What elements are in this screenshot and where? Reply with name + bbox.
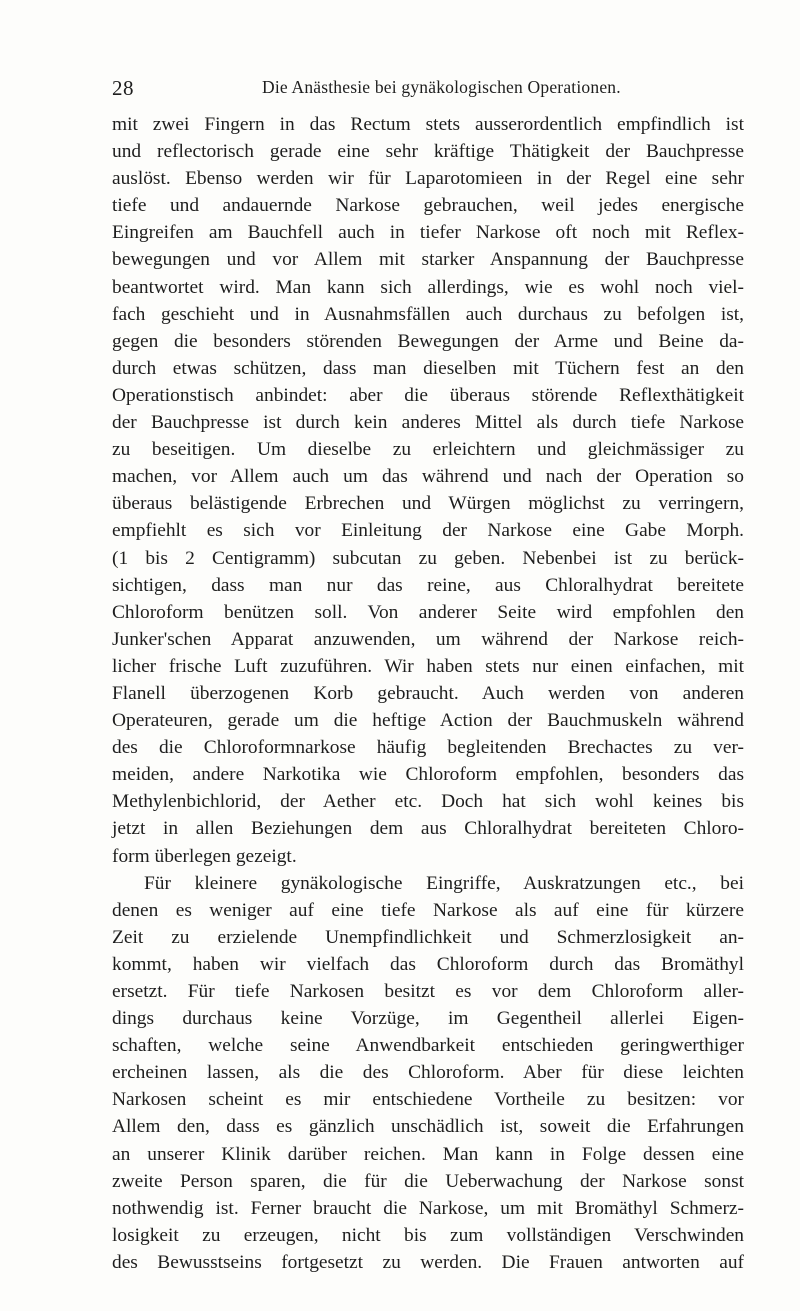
text-line: Allem den, dass es gänzlich unschädlich ist, soweit die Erfahrungen <box>112 1116 744 1138</box>
text-line: überaus belästigende Erbrechen und Würgen möglichst zu verringern, <box>112 493 744 515</box>
text-line: Eingreifen am Bauchfell auch in tiefer Narkose oft noch mit Reflex- <box>112 222 744 244</box>
text-line: jetzt in allen Beziehungen dem aus Chloralhydrat bereiteten Chloro- <box>112 818 744 840</box>
text-line: kommt, haben wir vielfach das Chloroform durch das Bromäthyl <box>112 953 744 975</box>
text-line: Zeit zu erzielende Unempfindlichkeit und Schmerzlosigkeit an- <box>112 926 744 948</box>
text-line: an unserer Klinik darüber reichen. Man kann in Folge dessen eine <box>112 1143 744 1165</box>
text-line: fach geschieht und in Ausnahmsfällen auch durchaus zu befolgen ist, <box>112 303 744 325</box>
text-line: ercheinen lassen, als die des Chloroform. Aber für diese leichten <box>112 1062 744 1084</box>
text-line: Junker'schen Apparat anzuwenden, um während der Narkose reich- <box>112 628 744 650</box>
text-line: mit zwei Fingern in das Rectum stets ausserordentlich empfindlich ist <box>112 114 744 135</box>
text-line-paragraph-end: form überlegen gezeigt. <box>112 845 297 867</box>
text-line: sichtigen, dass man nur das reine, aus Chloralhydrat bereitete <box>112 574 744 596</box>
text-line: Flanell überzogenen Korb gebraucht. Auch werden von anderen <box>112 682 744 704</box>
text-line: und reflectorisch gerade eine sehr kräftige Thätigkeit der Bauchpresse <box>112 141 744 163</box>
text-line: bewegungen und vor Allem mit starker Anspannung der Bauchpresse <box>112 249 744 271</box>
text-line: beantwortet wird. Man kann sich allerdings, wie es wohl noch viel- <box>112 276 744 298</box>
text-line: nothwendig ist. Ferner braucht die Narkose, um mit Bromäthyl Schmerz- <box>112 1197 744 1219</box>
text-line: Operationstisch anbindet: aber die überaus störende Reflexthätigkeit <box>112 384 744 406</box>
text-line: zu beseitigen. Um dieselbe zu erleichtern und gleichmässiger zu <box>112 439 744 461</box>
text-line: auslöst. Ebenso werden wir für Laparotomieen in der Regel eine sehr <box>112 168 744 190</box>
text-line: (1 bis 2 Centigramm) subcutan zu geben. Nebenbei ist zu berück- <box>112 547 744 569</box>
text-line: des Bewusstseins fortgesetzt zu werden. Die Frauen antworten auf <box>112 1251 744 1273</box>
text-line: machen, vor Allem auch um das während und nach der Operation so <box>112 466 744 488</box>
text-line: Methylenbichlorid, der Aether etc. Doch hat sich wohl keines bis <box>112 791 744 813</box>
page-number: 28 <box>112 76 134 100</box>
text-line: Narkosen scheint es mir entschiedene Vortheile zu besitzen: vor <box>112 1089 744 1111</box>
text-line: des die Chloroformnarkose häufig begleitenden Brechactes zu ver- <box>112 737 744 759</box>
text-line: licher frische Luft zuzuführen. Wir haben stets nur einen einfachen, mit <box>112 655 744 677</box>
text-line: empfiehlt es sich vor Einleitung der Narkose eine Gabe Morph. <box>112 520 744 542</box>
text-line: dings durchaus keine Vorzüge, im Gegentheil allerlei Eigen- <box>112 1008 744 1030</box>
text-line: durch etwas schützen, dass man dieselben mit Tüchern fest an den <box>112 357 744 379</box>
text-line: losigkeit zu erzeugen, nicht bis zum vollständigen Verschwinden <box>112 1224 744 1246</box>
text-line: Chloroform benützen soll. Von anderer Seite wird empfohlen den <box>112 601 744 623</box>
text-line-paragraph-start: Für kleinere gynäkologische Eingriffe, Auskratzungen etc., bei <box>144 872 744 894</box>
text-line: ersetzt. Für tiefe Narkosen besitzt es vor dem Chloroform aller- <box>112 981 744 1002</box>
text-line: schaften, welche seine Anwendbarkeit entschieden geringwerthiger <box>112 1035 744 1057</box>
text-line: denen es weniger auf eine tiefe Narkose als auf eine für kürzere <box>112 899 744 921</box>
text-line: der Bauchpresse ist durch kein anderes Mittel als durch tiefe Narkose <box>112 412 744 434</box>
text-line: Operateuren, gerade um die heftige Action der Bauchmuskeln während <box>112 710 744 732</box>
body-text <box>112 111 744 1276</box>
text-line: zweite Person sparen, die für die Ueberwachung der Narkose sonst <box>112 1170 744 1192</box>
text-line: meiden, andere Narkotika wie Chloroform empfohlen, besonders das <box>112 764 744 786</box>
running-head-title: Die Anästhesie bei gynäkologischen Operationen. <box>262 77 621 97</box>
running-head <box>112 76 740 104</box>
text-line: tiefe und andauernde Narkose gebrauchen, weil jedes energische <box>112 195 744 217</box>
text-line: gegen die besonders störenden Bewegungen der Arme und Beine da- <box>112 330 744 352</box>
